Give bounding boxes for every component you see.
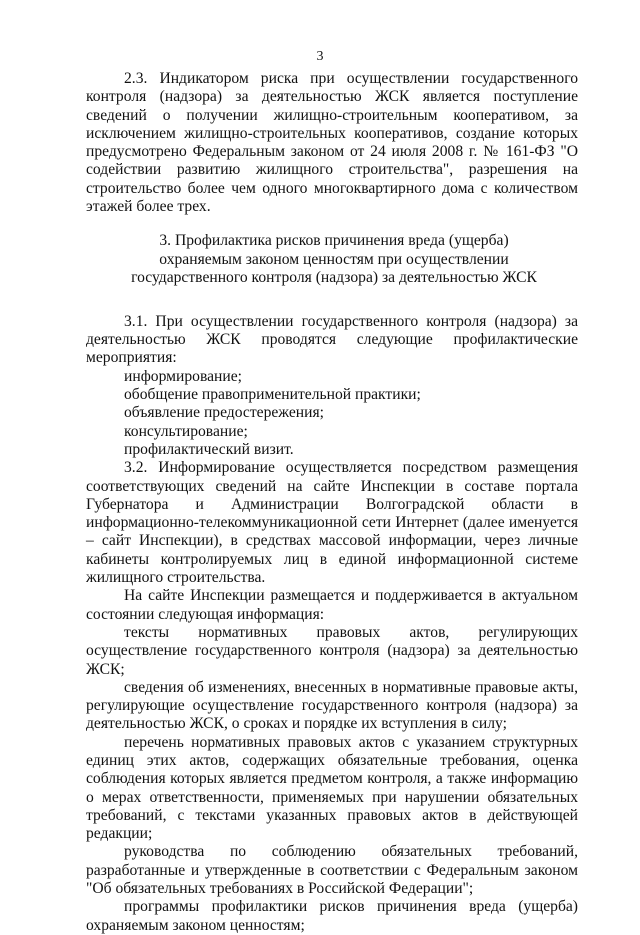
paragraph-3-1: 3.1. При осуществлении государственного контроля (надзора) за деятельностью ЖСК проводятся следующие профилактические мероприятия:: [86, 312, 578, 367]
paragraph-texts: тексты нормативных правовых актов, регулирующих осуществление государственного контроля (надзора) за деятельностью ЖСК;: [86, 623, 578, 678]
paragraph-list: перечень нормативных правовых актов с указанием структурных единиц этих актов, содержащих обязательные требования, оценка соблюдения которых является предметом контроля, а также информацию о мерах ответственности, применяемых при нарушении обязательных требований, с текстами указанных правовых актов в действующей редакции;: [86, 733, 578, 843]
list-item: профилактический визит.: [124, 440, 294, 458]
paragraph-website: На сайте Инспекции размещается и поддерживается в актуальном состоянии следующая информация:: [86, 587, 578, 623]
list-item: объявление предостережения;: [124, 404, 324, 422]
paragraph-changes: сведения об изменениях, внесенных в нормативные правовые акты, регулирующие осуществление государственного контроля (надзора) за деятельностью ЖСК, о сроках и порядке их вступления в силу;: [86, 678, 578, 733]
list-item: консультирование;: [124, 422, 248, 440]
section-3-heading: 3. Профилактика рисков причинения вреда (ущерба) охраняемым законом ценностям при осуществлении государственного контроля (надзора) за деятельностью ЖСК: [131, 232, 537, 287]
paragraph-2-3: 2.3. Индикатором риска при осуществлении государственного контроля (надзора) за деятельностью ЖСК является поступление сведений о получении жилищно-строительным кооперативом, за исключением жилищно-строительных кооперативов, создание которых предусмотрено Федеральным законом от 24 июля 2008 г. № 161-ФЗ "О содействии развитию жилищного строительства", разрешения на строительство более чем одного многоквартирного дома с количеством этажей более трех.: [86, 70, 578, 216]
list-item: обобщение правоприменительной практики;: [124, 386, 421, 404]
page-number: 3: [316, 49, 324, 64]
list-item: информирование;: [124, 367, 242, 385]
document-body: [86, 70, 578, 935]
paragraph-guides: руководства по соблюдению обязательных требований, разработанные и утвержденные в соответствии с Федеральным законом "Об обязательных требованиях в Российской Федерации";: [86, 843, 578, 898]
paragraph-programs: программы профилактики рисков причинения вреда (ущерба) охраняемым законом ценностям;: [86, 898, 578, 934]
paragraph-3-2: 3.2. Информирование осуществляется посредством размещения соответствующих сведений на сайте Инспекции в составе портала Губернатора и Администрации Волгоградской области в информационно-телекоммуникационной сети Интернет (далее именуется – сайт Инспекции), в средствах массовой информации, через личные кабинеты контролируемых лиц в единой информационной системе жилищного строительства.: [86, 459, 578, 587]
